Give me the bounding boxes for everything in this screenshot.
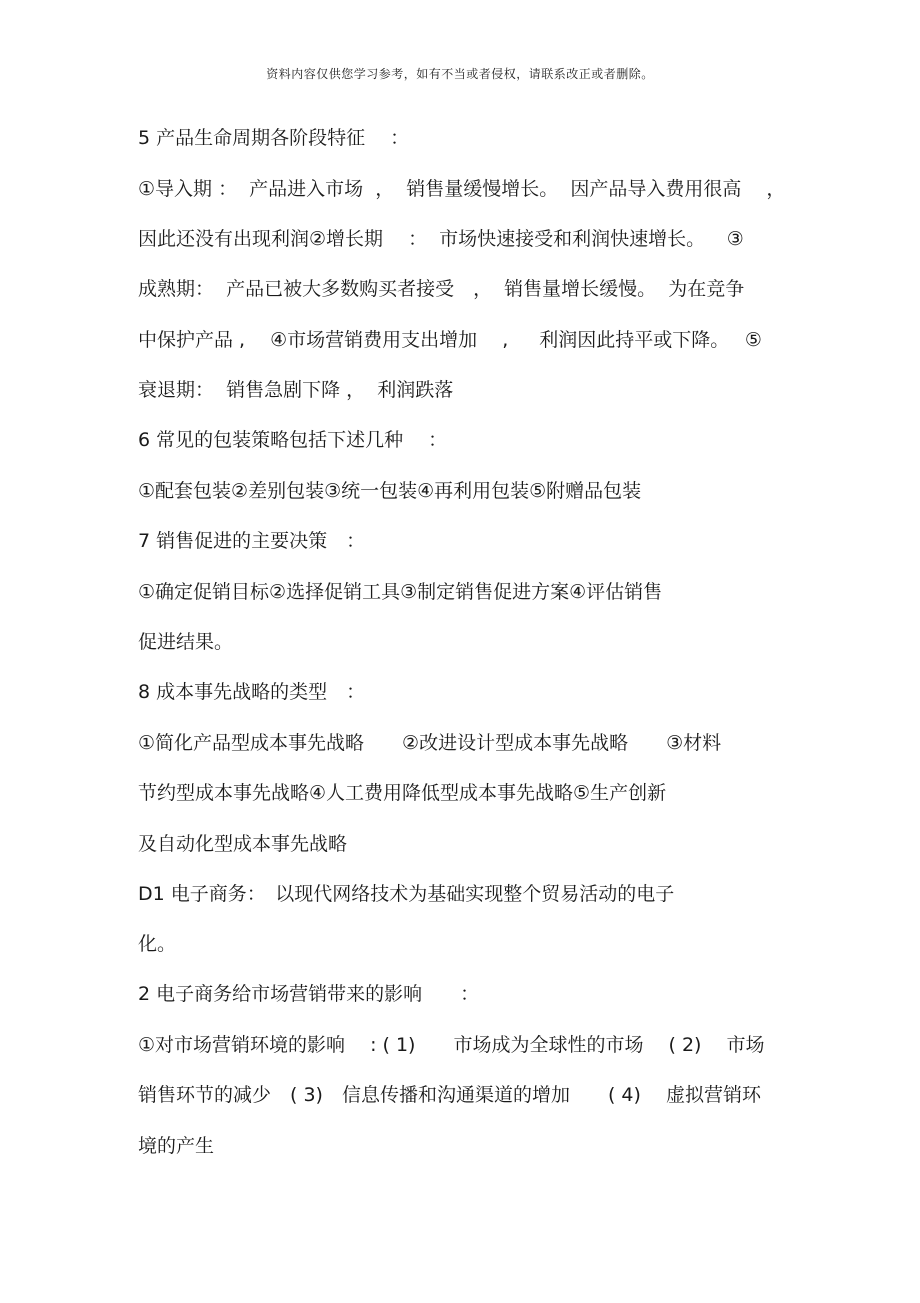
text-line: ①配套包装②差别包装③统一包装④再利用包装⑤附赠品包装	[138, 480, 642, 502]
text-line: 境的产生	[138, 1135, 215, 1157]
page-header-notice: 资料内容仅供您学习参考，如有不当或者侵权，请联系改正或者删除。	[266, 67, 654, 81]
text-line: 促进结果。	[138, 631, 234, 653]
text-line: 7 销售促进的主要决策 ：	[138, 530, 366, 552]
text-line: ①确定促销目标②选择促销工具③制定销售促进方案④评估销售	[138, 581, 663, 603]
text-line: 成熟期： 产品已被大多数购买者接受 ， 销售量增长缓慢。 为在竞争	[138, 278, 745, 300]
text-line: 中保护产品 , ④市场营销费用支出增加 , 利润因此持平或下降。 ⑤	[138, 329, 762, 351]
text-line: 及自动化型成本事先战略	[138, 833, 348, 855]
text-line: 化。	[138, 933, 177, 955]
text-line: ①导入期 ： 产品进入市场 ， 销售量缓慢增长。 因产品导入费用很高 ，	[138, 178, 786, 200]
text-line: 8 成本事先战略的类型 ：	[138, 681, 366, 703]
text-line: 节约型成本事先战略④人工费用降低型成本事先战略⑤生产创新	[138, 782, 667, 804]
text-line: D1 电子商务： 以现代网络技术为基础实现整个贸易活动的电子	[138, 883, 675, 905]
text-line: ①对市场营销环境的影响 : ( 1) 市场成为全球性的市场 ( 2) 市场	[138, 1034, 765, 1056]
text-line: 2 电子商务给市场营销带来的影响 ：	[138, 983, 480, 1005]
text-line: 衰退期： 销售急剧下降 ， 利润跌落	[138, 379, 454, 401]
text-line: 销售环节的减少 ( 3) 信息传播和沟通渠道的增加 ( 4) 虚拟营销环	[138, 1084, 761, 1106]
text-line: 因此还没有出现利润②增长期 ： 市场快速接受和利润快速增长。 ③	[138, 228, 744, 250]
text-line: ①简化产品型成本事先战略 ②改进设计型成本事先战略 ③材料	[138, 732, 722, 754]
text-line: 5 产品生命周期各阶段特征 ：	[138, 127, 410, 149]
text-line: 6 常见的包装策略包括下述几种 ：	[138, 429, 448, 451]
